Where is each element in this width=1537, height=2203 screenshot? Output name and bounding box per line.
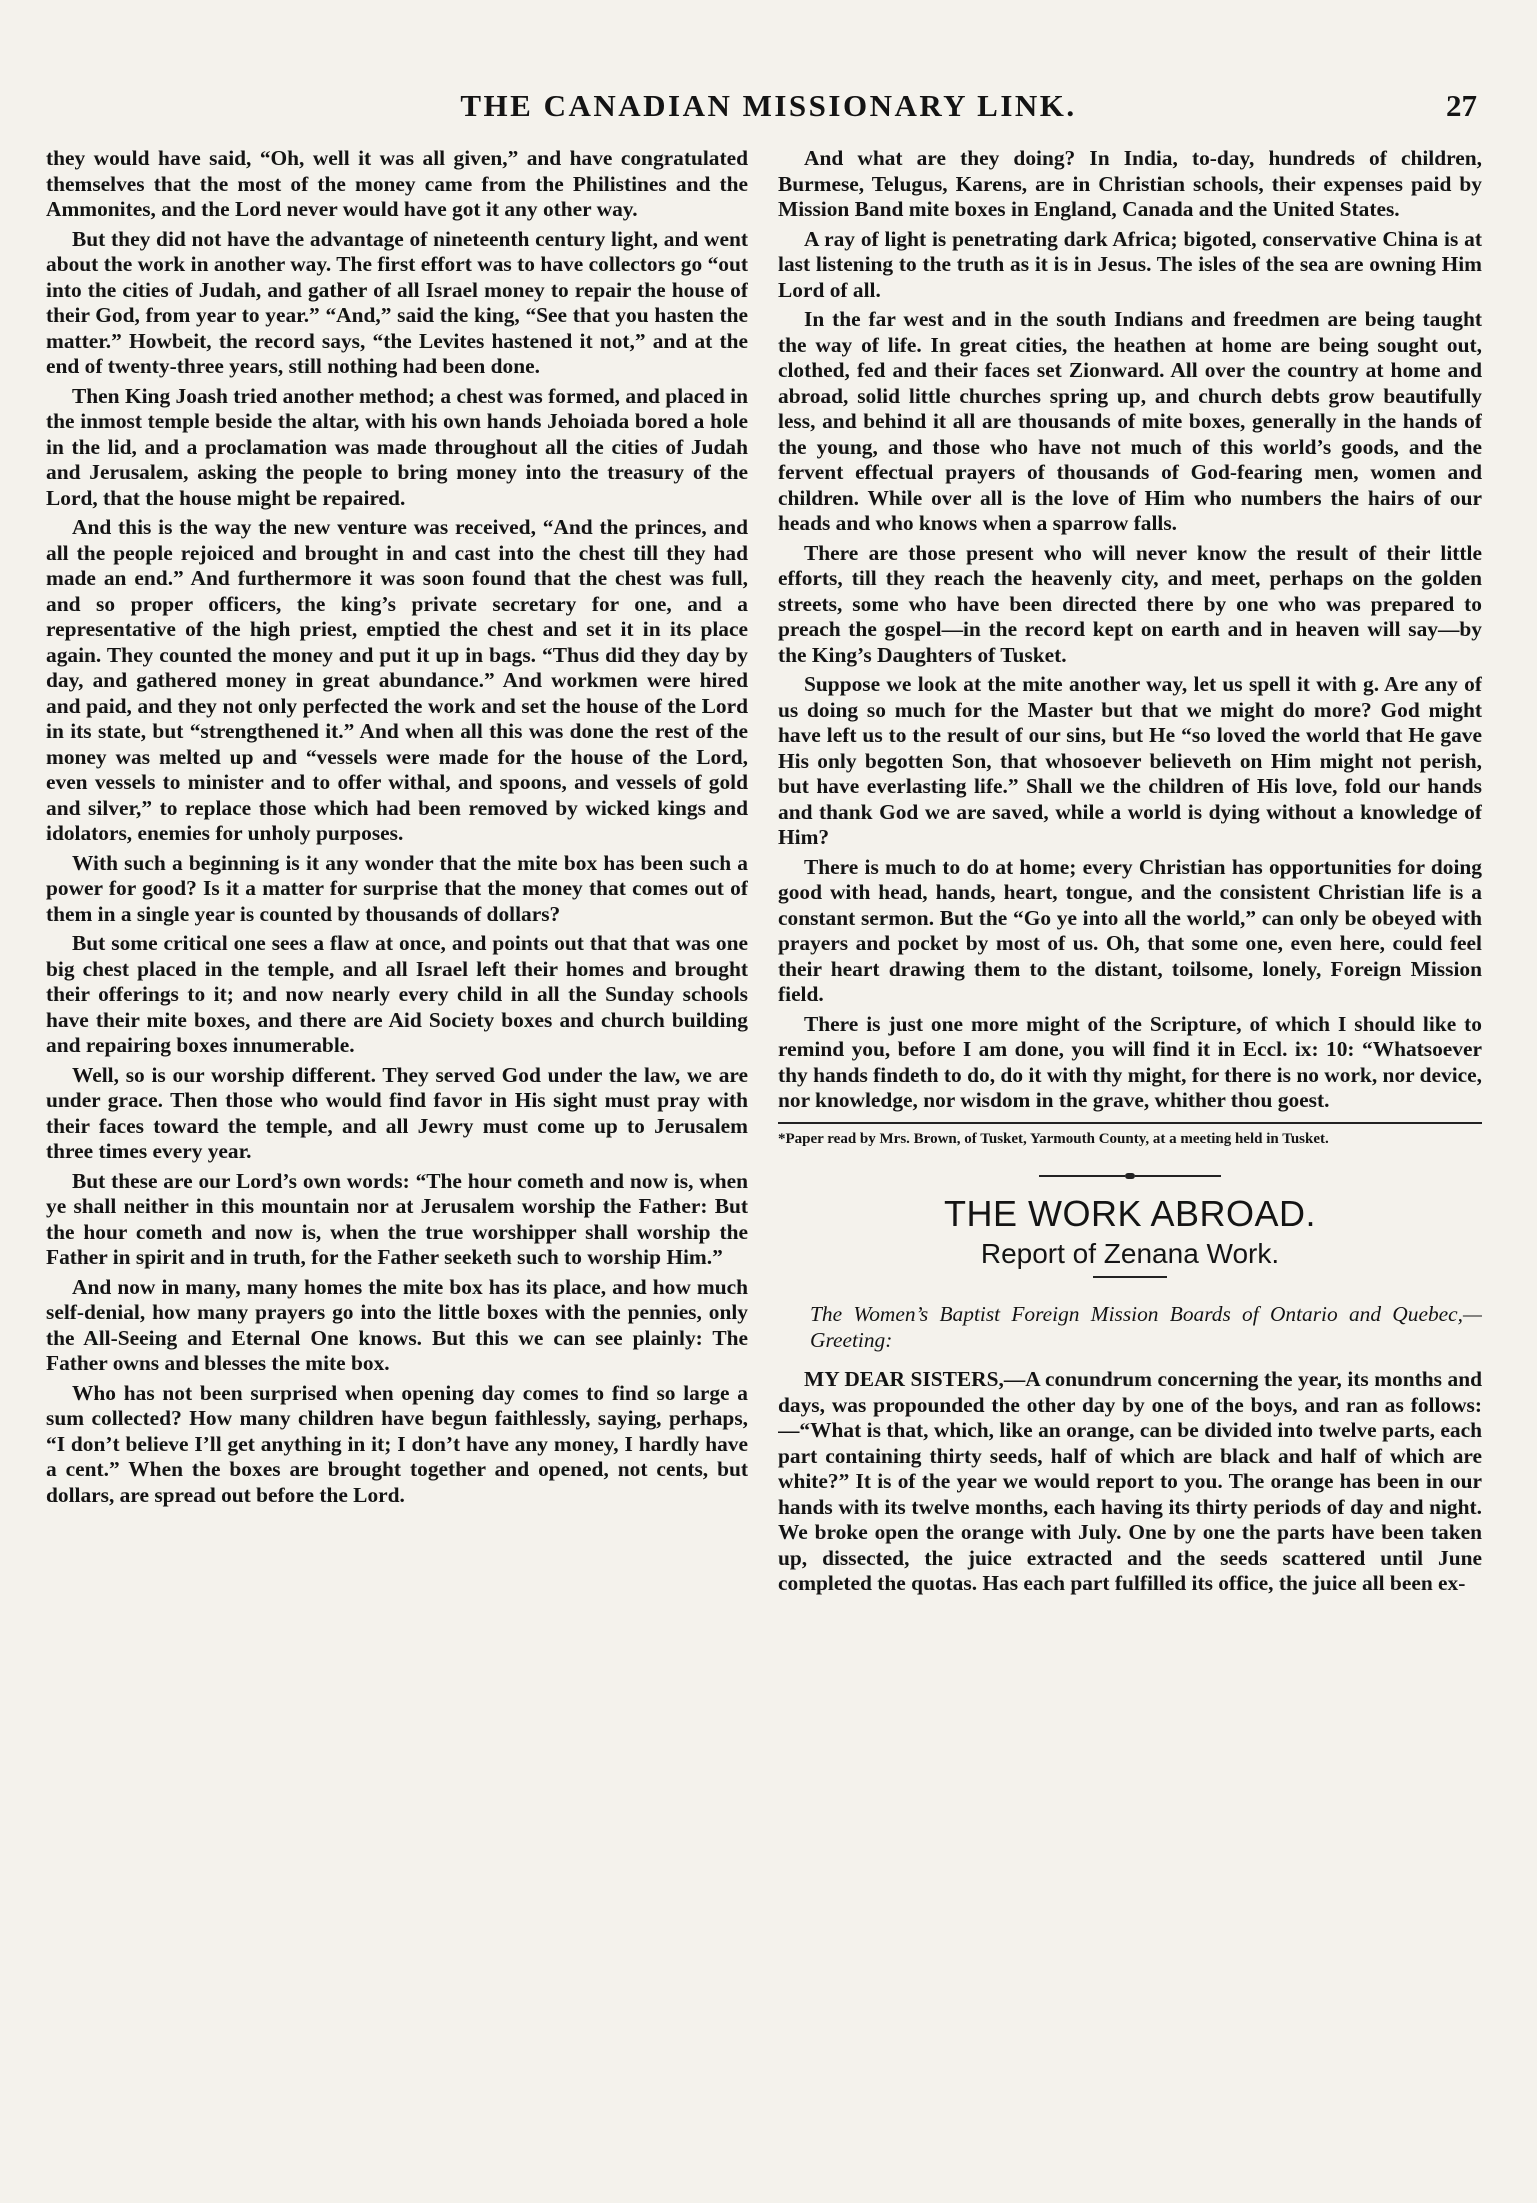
paragraph: With such a beginning is it any wonder that the mite box has been such a power for good? Is it a matter for surprise that the money that comes out of them in a single year is counted by thousands of dollars? [46,850,748,926]
paragraph: But these are our Lord’s own words: “The hour cometh and now is, when ye shall neither in this mountain nor at Jerusalem worship the Father: But the hour cometh and now is, when the true worshipper shall worship the Father in spirit and in truth, for the Father seeketh such to worship Him.” [46,1168,748,1269]
ornament-divider [778,1162,1482,1188]
paragraph: Suppose we look at the mite another way, let us spell it with g. Are any of us doing so much for the Master but that we might do more? God might have left us to the result of our sins, but He “so loved the world that He gave His only begotten Son, that whosoever believeth on Him might not perish, but have everlasting life.” Shall we the children of His love, fold our hands and thank God we are saved, while a world is dying without a knowledge of Him? [778,672,1482,849]
paragraph: And this is the way the new venture was received, “And the princes, and all the people rejoiced and brought in and cast into the chest till they had made an end.” And furthermore it was soon found that the chest was full, and so proper officers, the king’s private secretary for one, and a representative of the high priest, emptied the chest and set it in its place again. They counted the money and put it up in bags. “Thus did they day by day, and gathered money in great abundance.” And workmen were hired and paid, and they not only perfected the work and set the house of the Lord in its state, but “strengthened it.” And when all this was done the rest of the money was melted up and “vessels were made for the house of the Lord, even vessels to minister and to offer withal, and spoons, and vessels of gold and silver,” to replace those which had been removed by wicked kings and idolators, enemies for unholy purposes. [46,515,748,845]
paragraph: Then King Joash tried another method; a chest was formed, and placed in the inmost temple beside the altar, with his own hands Jehoiada bored a hole in the lid, and a proclamation was made throughout all the cities of Judah and Jerusalem, asking the people to bring money into the treasury of the Lord, that the house might be repaired. [46,383,748,510]
left-column [46,146,748,2163]
section-subtitle: Report of Zenana Work. [980,1237,1280,1269]
right-column [778,146,1482,2163]
paragraph: they would have said, “Oh, well it was all given,” and have congratulated themselves that the most of the money came from the Philistines and the Ammonites, and the Lord never would have got it any other way. [46,146,748,221]
paragraph: And what are they doing? In India, to-day, hundreds of children, Burmese, Telugus, Karens, are in Christian schools, their expenses paid by Mission Band mite boxes in England, Canada and the United States. [778,146,1482,221]
paragraph: But they did not have the advantage of nineteenth century light, and went about the work in another way. The first effort was to have collectors go “out into the cities of Judah, and gather of all Israel money to repair the house of their God, from year to year.” “And,” said the king, “See that you hasten the matter.” Howbeit, the record says, “the Levites hastened it not,” and at the end of twenty-three years, still nothing had been done. [46,226,748,378]
paragraph: But some critical one sees a flaw at once, and points out that that was one big chest placed in the temple, and all Israel left their homes and brought their offerings to it; and now nearly every child in all the Sunday schools have their mite boxes, and there are Aid Society boxes and church building and repairing boxes innumerable. [46,931,748,1057]
section-title: THE WORK ABROAD. [943,1193,1317,1234]
subtitle-rule [1093,1276,1167,1278]
paragraph: There is much to do at home; every Christian has opportunities for doing good with head, hands, heart, tongue, and the consistent Christian life is a constant sermon. But the “Go ye into all the world,” can only be obeyed with prayers and pocket by most of us. Oh, that some one, even here, could feel their heart drawing them to the distant, toilsome, lonely, Foreign Mission field. [778,854,1482,1006]
page-header [0,88,1537,128]
paragraph: There is just one more might of the Scripture, of which I should like to remind you, before I am done, you will find it in Eccl. ix: 10: “Whatsoever thy hands findeth to do, do it with thy might, for there is no work, nor device, nor knowledge, nor wisdom in the grave, whither thou goest. [778,1011,1482,1112]
report-paragraph: MY DEAR SISTERS,—A conundrum concerning the year, its months and days, was propounded the other day by one of the boys, and ran as follows:—“What is that, which, like an orange, can be divided into twelve parts, each part containing thirty seeds, half of which are black and half of which are white?” It is of the year we would report to you. The orange has been in our hands with its twelve months, each having its thirty periods of day and night. We broke open the orange with July. One by one the parts have been taken up, dissected, the juice extracted and the seeds scattered until June completed the quotas. Has each part fulfilled its office, the juice all been ex- [778,1367,1482,1595]
paragraph: And now in many, many homes the mite box has its place, and how much self-denial, how many prayers go into the little boxes with the pennies, only the All-Seeing and Eternal One knows. But this we can see plainly: The Father owns and blesses the mite box. [46,1274,748,1375]
masthead-title: THE CANADIAN MISSIONARY LINK. [460,88,1077,123]
paragraph: There are those present who will never know the result of their little efforts, till they reach the heavenly city, and meet, perhaps on the golden streets, some who have been directed there by one who was prepared to preach the gospel—in the record kept on earth and in heaven will say—by the King’s Daughters of Tusket. [778,540,1482,667]
footnote-divider [778,1122,1482,1124]
paragraph: Well, so is our worship different. They served God under the law, we are under grace. Then those who would find favor in His sight must pray with their faces toward the temple, and all Jewry must come up to Jerusalem three times every year. [46,1062,748,1163]
paragraph: Who has not been surprised when opening day comes to find so large a sum collected? How many children have begun faithlessly, saying, perhaps, “I don’t believe I’ll get anything in it; I don’t have any money, I hardly have a cent.” When the boxes are brought together and opened, not cents, but dollars, are spread out before the Lord. [46,1380,748,1507]
footnote: *Paper read by Mrs. Brown, of Tusket, Yarmouth County, at a meeting held in Tusket. [778,1130,1329,1147]
page-number: 27 [1446,88,1477,123]
paragraph: A ray of light is penetrating dark Africa; bigoted, conservative China is at last listening to the truth as it is in Jesus. The isles of the sea are owning Him Lord of all. [778,226,1482,302]
salutation: The Women’s Baptist Foreign Mission Boards of Ontario and Quebec,—Greeting: [810,1302,1482,1352]
paragraph: In the far west and in the south Indians and freedmen are being taught the way of life. In great cities, the heathen at home are being sought out, clothed, fed and their faces set Zionward. All over the country at home and abroad, solid little churches spring up, and church debts grow beautifully less, and behind it all are thousands of mite boxes, generally in the hands of the young, and those who have not much of this world’s goods, and the fervent effectual prayers of thousands of God-fearing men, women and children. While over all is the love of Him who numbers the hairs of our heads and who knows when a sparrow falls. [778,307,1482,535]
